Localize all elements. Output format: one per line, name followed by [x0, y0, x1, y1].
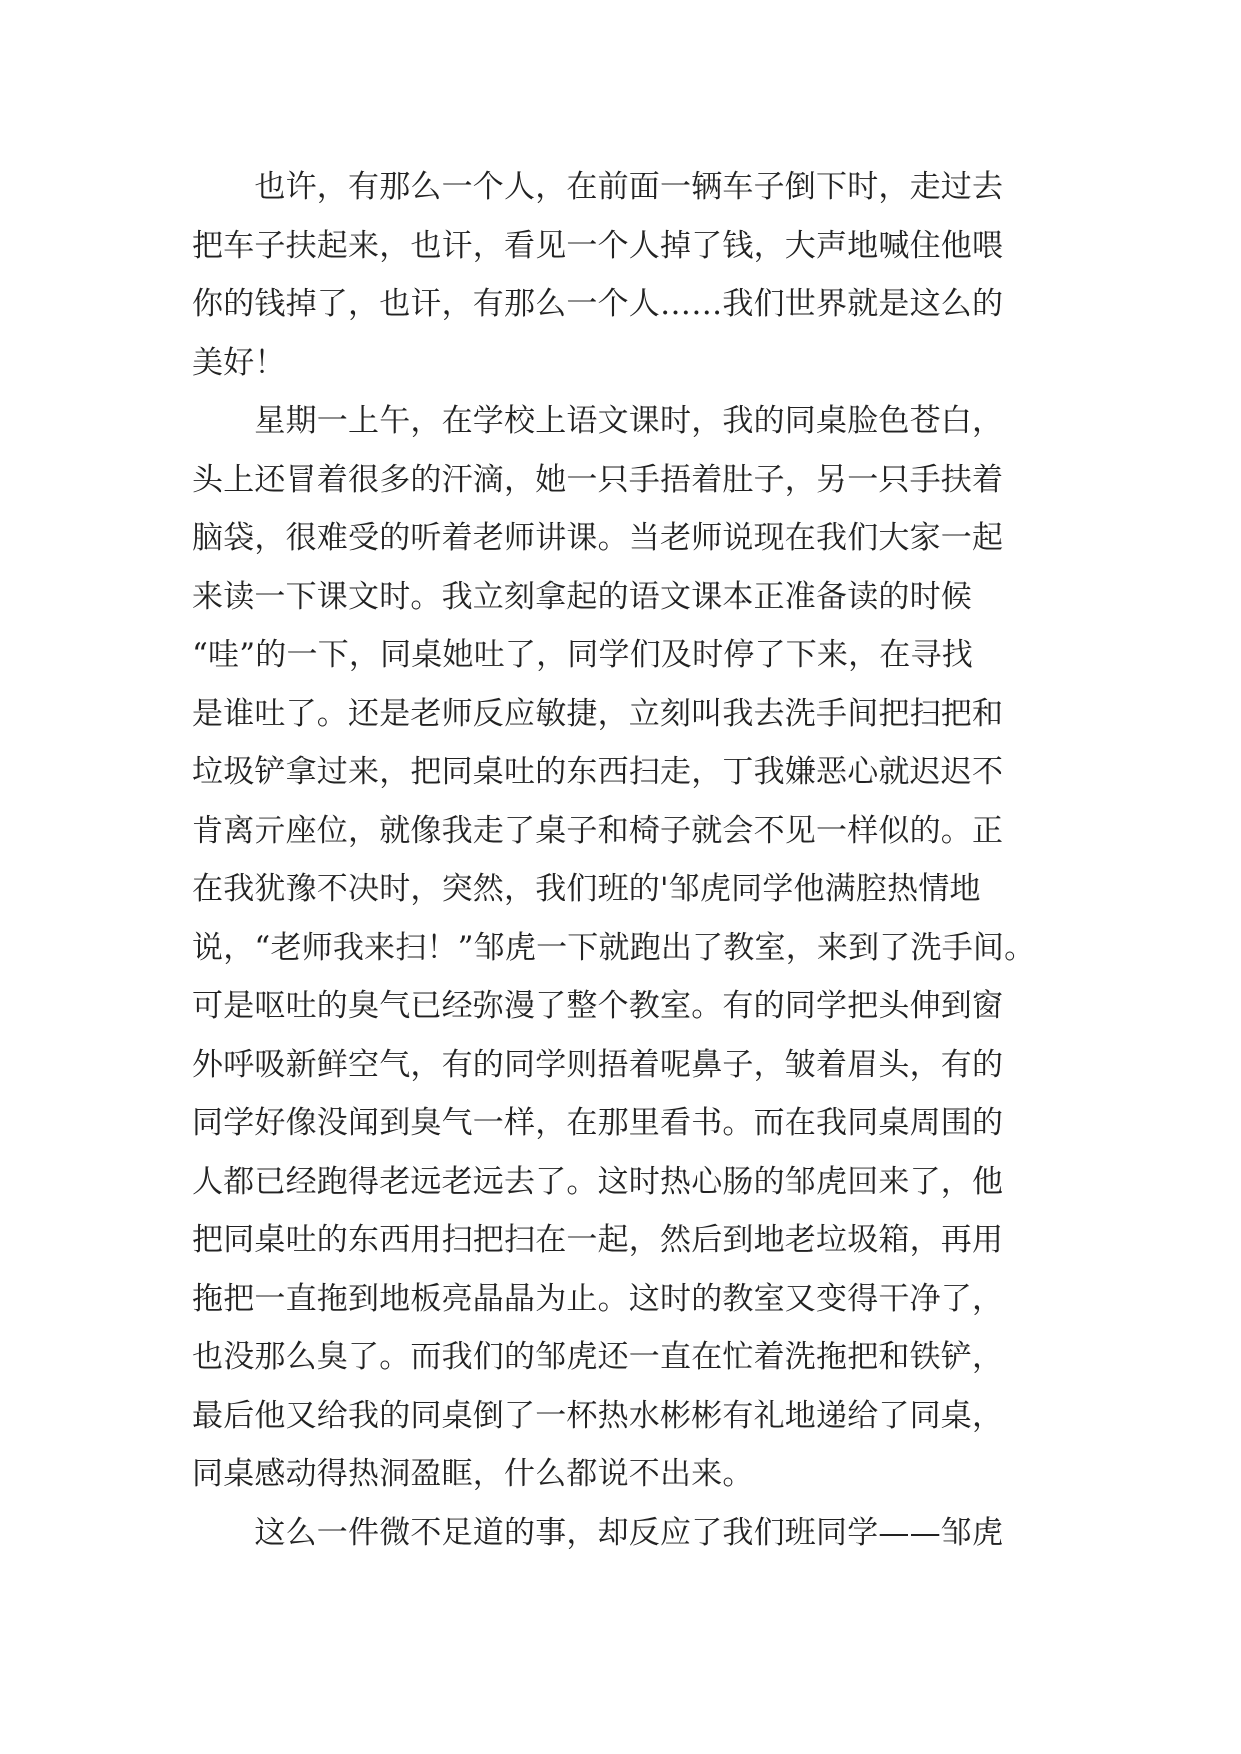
text-line: 肯离亓座位，就像我走了桌子和椅子就会不见一样似的。正	[192, 812, 1004, 849]
body-text	[192, 158, 1062, 1562]
text-line: 脑袋，很难受的听着老师讲课。当老师说现在我们大家一起	[192, 520, 1004, 556]
text-line: 来读一下课文时。我立刻拿起的语文课本正准备读的时候	[192, 578, 972, 615]
text-line: 外呼吸新鲜空气，有的同学则捂着呢鼻子，皱着眉头，有的	[192, 1046, 1004, 1083]
text-line: 垃圾铲拿过来，把同桌吐的东西扫走，丁我嫌恶心就迟迟不	[192, 754, 1004, 790]
text-line: 是谁吐了。还是老师反应敏捷，立刻叫我去洗手间把扫把和	[192, 695, 1004, 732]
text-line: 把车子扶起来，也讦，看见一个人掉了钱，大声地喊住他喂	[192, 227, 1004, 264]
text-line: 这么一件微不足道的事，却反应了我们班同学——邹虎	[192, 1514, 1004, 1551]
paragraph-1	[192, 158, 1062, 392]
text-line: 同桌感动得热洞盈眶，什么都说不出来。	[192, 1456, 754, 1492]
paragraph-2	[192, 392, 1062, 1504]
text-line: 头上还冒着很多的汗滴，她一只手捂着肚子，另一只手扶着	[192, 461, 1004, 498]
text-line: 把同桌吐的东西用扫把扫在一起，然后到地老垃圾箱，再用	[192, 1222, 1004, 1258]
text-line: 也许，有那么一个人，在前面一辆车子倒下时，走过去	[192, 169, 1004, 205]
text-line: 星期一上午，在学校上语文课时，我的同桌脸色苍白，	[192, 403, 1004, 439]
text-line: 美好！	[192, 344, 286, 381]
text-line: 拖把一直拖到地板亮晶晶为止。这时的教室又变得干净了，	[192, 1280, 1004, 1317]
text-line: “哇”的一下，同桌她吐了，同学们及时停了下来，在寻找	[192, 637, 973, 673]
text-line: 最后他又给我的同桌倒了一杯热水彬彬有礼地递给了同桌，	[192, 1397, 1004, 1434]
text-line: 也没那么臭了。而我们的邹虎还一直在忙着洗拖把和铁铲，	[192, 1339, 1004, 1375]
text-line: 同学好像没闻到臭气一样，在那里看书。而在我同桌周围的	[192, 1105, 1004, 1141]
text-line: 你的钱掉了，也讦，有那么一个人……我们世界就是这么的	[192, 286, 1004, 322]
text-line: 人都已经跑得老远老远去了。这时热心肠的邹虎回来了，他	[192, 1163, 1004, 1200]
text-line: 在我犹豫不决时，突然，我们班的'邹虎同学他满腔热情地	[192, 871, 981, 907]
text-line: 说，“老师我来扫！”邹虎一下就跑出了教室，来到了洗手间。	[192, 929, 1036, 966]
paragraph-3	[192, 1504, 1062, 1563]
text-line: 可是呕吐的臭气已经弥漫了整个教室。有的同学把头伸到窗	[192, 988, 1004, 1024]
